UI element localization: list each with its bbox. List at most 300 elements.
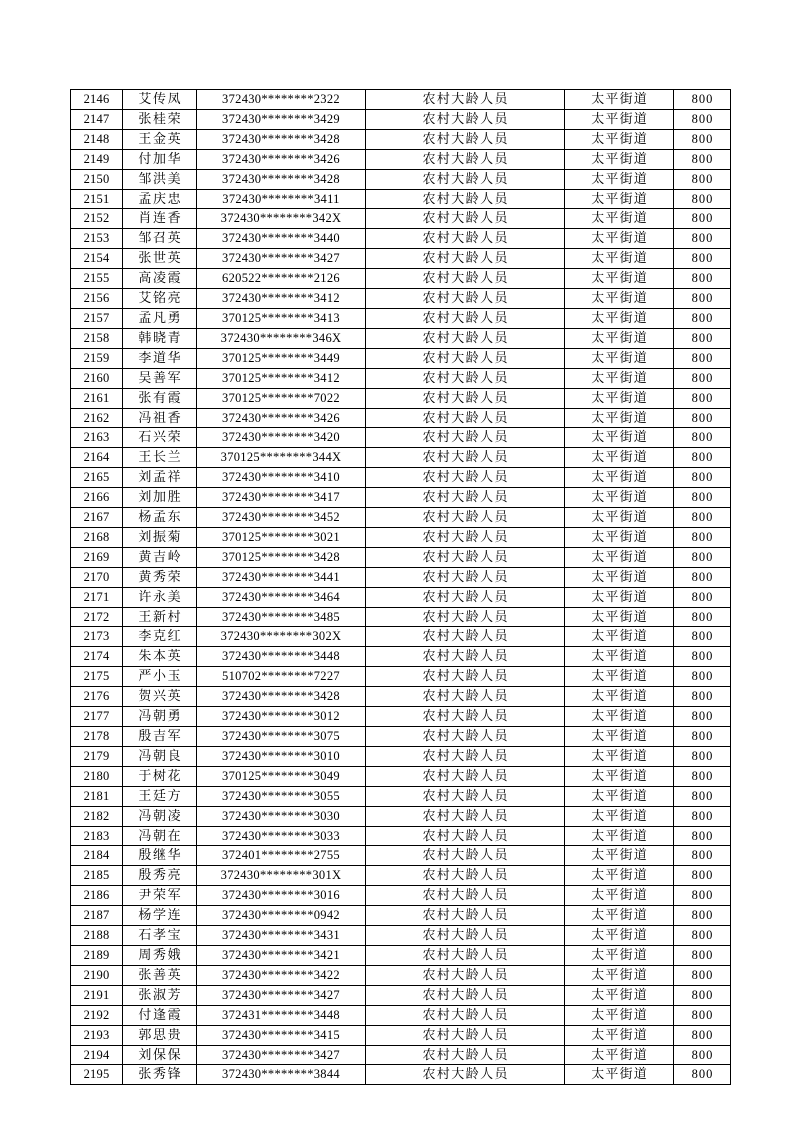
cell-id-number: 370125********3412 (197, 368, 366, 388)
cell-street: 太平街道 (565, 746, 674, 766)
cell-id-number: 372430********3016 (197, 886, 366, 906)
cell-category: 农村大龄人员 (366, 886, 565, 906)
cell-category: 农村大龄人员 (366, 846, 565, 866)
cell-category: 农村大龄人员 (366, 488, 565, 508)
cell-category: 农村大龄人员 (366, 149, 565, 169)
cell-amount: 800 (674, 269, 731, 289)
cell-id-number: 372430********3417 (197, 488, 366, 508)
cell-category: 农村大龄人员 (366, 707, 565, 727)
cell-category: 农村大龄人员 (366, 428, 565, 448)
cell-street: 太平街道 (565, 229, 674, 249)
table-row (71, 587, 731, 607)
cell-category: 农村大龄人员 (366, 806, 565, 826)
cell-name: 邹洪美 (123, 169, 197, 189)
cell-street: 太平街道 (565, 508, 674, 528)
cell-name: 黄吉岭 (123, 547, 197, 567)
cell-amount: 800 (674, 189, 731, 209)
cell-amount: 800 (674, 945, 731, 965)
cell-street: 太平街道 (565, 667, 674, 687)
cell-category: 农村大龄人员 (366, 1065, 565, 1085)
cell-id-number: 372430********3075 (197, 727, 366, 747)
cell-amount: 800 (674, 169, 731, 189)
cell-name: 冯朝凌 (123, 806, 197, 826)
cell-name: 朱本英 (123, 647, 197, 667)
cell-amount: 800 (674, 647, 731, 667)
cell-amount: 800 (674, 428, 731, 448)
cell-amount: 800 (674, 786, 731, 806)
cell-name: 付逢霞 (123, 1005, 197, 1025)
cell-category: 农村大龄人员 (366, 189, 565, 209)
cell-amount: 800 (674, 866, 731, 886)
table-row (71, 269, 731, 289)
cell-sequence: 2187 (71, 906, 123, 926)
table-row (71, 687, 731, 707)
cell-sequence: 2155 (71, 269, 123, 289)
table-row (71, 249, 731, 269)
cell-street: 太平街道 (565, 488, 674, 508)
cell-amount: 800 (674, 388, 731, 408)
cell-sequence: 2184 (71, 846, 123, 866)
cell-street: 太平街道 (565, 328, 674, 348)
cell-sequence: 2170 (71, 567, 123, 587)
cell-amount: 800 (674, 846, 731, 866)
cell-category: 农村大龄人员 (366, 926, 565, 946)
cell-category: 农村大龄人员 (366, 527, 565, 547)
cell-id-number: 370125********3049 (197, 766, 366, 786)
table-row (71, 328, 731, 348)
cell-category: 农村大龄人员 (366, 985, 565, 1005)
cell-name: 黄秀荣 (123, 567, 197, 587)
cell-sequence: 2162 (71, 408, 123, 428)
cell-street: 太平街道 (565, 408, 674, 428)
cell-amount: 800 (674, 1065, 731, 1085)
cell-category: 农村大龄人员 (366, 687, 565, 707)
cell-amount: 800 (674, 468, 731, 488)
cell-id-number: 372430********3452 (197, 508, 366, 528)
cell-name: 郭思贵 (123, 1025, 197, 1045)
cell-street: 太平街道 (565, 647, 674, 667)
cell-category: 农村大龄人员 (366, 289, 565, 309)
cell-amount: 800 (674, 149, 731, 169)
cell-sequence: 2149 (71, 149, 123, 169)
table-row (71, 707, 731, 727)
cell-amount: 800 (674, 886, 731, 906)
table-row (71, 468, 731, 488)
cell-street: 太平街道 (565, 727, 674, 747)
cell-street: 太平街道 (565, 687, 674, 707)
table-row (71, 169, 731, 189)
cell-sequence: 2192 (71, 1005, 123, 1025)
cell-sequence: 2167 (71, 508, 123, 528)
table-row (71, 1065, 731, 1085)
cell-street: 太平街道 (565, 926, 674, 946)
cell-name: 周秀娥 (123, 945, 197, 965)
table-row (71, 289, 731, 309)
cell-category: 农村大龄人员 (366, 328, 565, 348)
cell-category: 农村大龄人员 (366, 109, 565, 129)
cell-id-number: 372430********3033 (197, 826, 366, 846)
cell-amount: 800 (674, 209, 731, 229)
cell-sequence: 2169 (71, 547, 123, 567)
cell-name: 韩晓青 (123, 328, 197, 348)
cell-street: 太平街道 (565, 249, 674, 269)
cell-amount: 800 (674, 368, 731, 388)
cell-amount: 800 (674, 965, 731, 985)
cell-street: 太平街道 (565, 269, 674, 289)
cell-sequence: 2178 (71, 727, 123, 747)
cell-category: 农村大龄人员 (366, 587, 565, 607)
cell-amount: 800 (674, 527, 731, 547)
cell-sequence: 2173 (71, 627, 123, 647)
cell-name: 张世英 (123, 249, 197, 269)
cell-name: 张有霞 (123, 388, 197, 408)
cell-sequence: 2181 (71, 786, 123, 806)
table-row (71, 90, 731, 110)
cell-category: 农村大龄人员 (366, 408, 565, 428)
cell-id-number: 372430********3422 (197, 965, 366, 985)
cell-id-number: 372430********3429 (197, 109, 366, 129)
table-row (71, 906, 731, 926)
cell-category: 农村大龄人员 (366, 627, 565, 647)
cell-sequence: 2189 (71, 945, 123, 965)
cell-id-number: 370125********3413 (197, 308, 366, 328)
cell-street: 太平街道 (565, 786, 674, 806)
cell-name: 于树花 (123, 766, 197, 786)
cell-id-number: 372430********3427 (197, 249, 366, 269)
cell-category: 农村大龄人员 (366, 468, 565, 488)
cell-street: 太平街道 (565, 826, 674, 846)
cell-name: 刘加胜 (123, 488, 197, 508)
cell-sequence: 2160 (71, 368, 123, 388)
cell-sequence: 2150 (71, 169, 123, 189)
cell-id-number: 372430********3441 (197, 567, 366, 587)
cell-category: 农村大龄人员 (366, 647, 565, 667)
cell-name: 尹荣军 (123, 886, 197, 906)
cell-id-number: 372430********346X (197, 328, 366, 348)
table-row (71, 129, 731, 149)
cell-sequence: 2177 (71, 707, 123, 727)
cell-id-number: 372430********3411 (197, 189, 366, 209)
cell-name: 李克红 (123, 627, 197, 647)
cell-street: 太平街道 (565, 707, 674, 727)
cell-street: 太平街道 (565, 448, 674, 468)
cell-category: 农村大龄人员 (366, 209, 565, 229)
cell-name: 艾铭亮 (123, 289, 197, 309)
cell-street: 太平街道 (565, 149, 674, 169)
table-row (71, 189, 731, 209)
cell-sequence: 2158 (71, 328, 123, 348)
cell-name: 孟凡勇 (123, 308, 197, 328)
cell-category: 农村大龄人员 (366, 448, 565, 468)
cell-sequence: 2190 (71, 965, 123, 985)
cell-name: 刘孟祥 (123, 468, 197, 488)
cell-id-number: 372430********3844 (197, 1065, 366, 1085)
cell-sequence: 2193 (71, 1025, 123, 1045)
cell-sequence: 2168 (71, 527, 123, 547)
cell-id-number: 370125********3428 (197, 547, 366, 567)
cell-sequence: 2146 (71, 90, 123, 110)
cell-category: 农村大龄人员 (366, 866, 565, 886)
cell-id-number: 372430********3426 (197, 149, 366, 169)
cell-street: 太平街道 (565, 308, 674, 328)
cell-amount: 800 (674, 328, 731, 348)
table-row (71, 806, 731, 826)
table-row (71, 667, 731, 687)
cell-id-number: 372430********3420 (197, 428, 366, 448)
cell-id-number: 510702********7227 (197, 667, 366, 687)
cell-amount: 800 (674, 1045, 731, 1065)
cell-amount: 800 (674, 806, 731, 826)
cell-street: 太平街道 (565, 906, 674, 926)
table-row (71, 149, 731, 169)
cell-id-number: 372430********3431 (197, 926, 366, 946)
cell-street: 太平街道 (565, 846, 674, 866)
cell-sequence: 2195 (71, 1065, 123, 1085)
cell-street: 太平街道 (565, 1025, 674, 1045)
cell-id-number: 372431********3448 (197, 1005, 366, 1025)
cell-street: 太平街道 (565, 886, 674, 906)
table-row (71, 607, 731, 627)
table-row (71, 647, 731, 667)
cell-street: 太平街道 (565, 348, 674, 368)
cell-name: 许永美 (123, 587, 197, 607)
cell-sequence: 2161 (71, 388, 123, 408)
cell-category: 农村大龄人员 (366, 727, 565, 747)
cell-sequence: 2154 (71, 249, 123, 269)
cell-amount: 800 (674, 408, 731, 428)
cell-amount: 800 (674, 229, 731, 249)
cell-sequence: 2153 (71, 229, 123, 249)
cell-amount: 800 (674, 547, 731, 567)
cell-category: 农村大龄人员 (366, 906, 565, 926)
table-row (71, 945, 731, 965)
cell-id-number: 372430********3427 (197, 985, 366, 1005)
cell-street: 太平街道 (565, 468, 674, 488)
cell-category: 农村大龄人员 (366, 766, 565, 786)
cell-sequence: 2165 (71, 468, 123, 488)
cell-id-number: 372430********3428 (197, 129, 366, 149)
cell-category: 农村大龄人员 (366, 229, 565, 249)
cell-name: 严小玉 (123, 667, 197, 687)
cell-amount: 800 (674, 587, 731, 607)
cell-amount: 800 (674, 508, 731, 528)
cell-category: 农村大龄人员 (366, 129, 565, 149)
cell-street: 太平街道 (565, 189, 674, 209)
cell-amount: 800 (674, 985, 731, 1005)
cell-name: 刘振菊 (123, 527, 197, 547)
cell-name: 张秀锋 (123, 1065, 197, 1085)
cell-name: 殷秀亮 (123, 866, 197, 886)
cell-category: 农村大龄人员 (366, 547, 565, 567)
cell-id-number: 372430********342X (197, 209, 366, 229)
cell-id-number: 372401********2755 (197, 846, 366, 866)
cell-id-number: 372430********3415 (197, 1025, 366, 1045)
cell-category: 农村大龄人员 (366, 169, 565, 189)
table-row (71, 866, 731, 886)
cell-name: 石孝宝 (123, 926, 197, 946)
cell-id-number: 620522********2126 (197, 269, 366, 289)
roster-table-body (71, 90, 731, 1085)
cell-category: 农村大龄人员 (366, 1005, 565, 1025)
cell-category: 农村大龄人员 (366, 607, 565, 627)
table-row (71, 1025, 731, 1045)
cell-sequence: 2157 (71, 308, 123, 328)
cell-street: 太平街道 (565, 388, 674, 408)
cell-name: 王金英 (123, 129, 197, 149)
cell-sequence: 2166 (71, 488, 123, 508)
cell-street: 太平街道 (565, 567, 674, 587)
cell-sequence: 2163 (71, 428, 123, 448)
cell-id-number: 372430********3485 (197, 607, 366, 627)
cell-id-number: 372430********0942 (197, 906, 366, 926)
cell-name: 李道华 (123, 348, 197, 368)
cell-category: 农村大龄人员 (366, 1025, 565, 1045)
cell-sequence: 2152 (71, 209, 123, 229)
cell-street: 太平街道 (565, 1005, 674, 1025)
cell-sequence: 2194 (71, 1045, 123, 1065)
cell-category: 农村大龄人员 (366, 786, 565, 806)
cell-name: 殷继华 (123, 846, 197, 866)
cell-amount: 800 (674, 1025, 731, 1045)
cell-name: 冯朝良 (123, 746, 197, 766)
cell-category: 农村大龄人员 (366, 368, 565, 388)
table-row (71, 308, 731, 328)
table-row (71, 408, 731, 428)
cell-sequence: 2171 (71, 587, 123, 607)
cell-amount: 800 (674, 667, 731, 687)
cell-street: 太平街道 (565, 1045, 674, 1065)
cell-sequence: 2175 (71, 667, 123, 687)
table-row (71, 786, 731, 806)
cell-street: 太平街道 (565, 806, 674, 826)
cell-sequence: 2156 (71, 289, 123, 309)
cell-amount: 800 (674, 727, 731, 747)
cell-street: 太平街道 (565, 627, 674, 647)
cell-sequence: 2183 (71, 826, 123, 846)
cell-name: 艾传凤 (123, 90, 197, 110)
table-row (71, 985, 731, 1005)
cell-sequence: 2148 (71, 129, 123, 149)
cell-name: 吴善军 (123, 368, 197, 388)
cell-street: 太平街道 (565, 965, 674, 985)
cell-name: 王新村 (123, 607, 197, 627)
cell-street: 太平街道 (565, 1065, 674, 1085)
table-row (71, 527, 731, 547)
cell-id-number: 372430********3464 (197, 587, 366, 607)
cell-amount: 800 (674, 348, 731, 368)
cell-name: 张淑芳 (123, 985, 197, 1005)
cell-street: 太平街道 (565, 587, 674, 607)
table-row (71, 508, 731, 528)
cell-id-number: 370125********3449 (197, 348, 366, 368)
cell-sequence: 2151 (71, 189, 123, 209)
cell-id-number: 372430********3010 (197, 746, 366, 766)
cell-sequence: 2172 (71, 607, 123, 627)
cell-id-number: 372430********3428 (197, 169, 366, 189)
cell-sequence: 2174 (71, 647, 123, 667)
cell-name: 杨孟东 (123, 508, 197, 528)
cell-sequence: 2185 (71, 866, 123, 886)
cell-name: 杨学连 (123, 906, 197, 926)
cell-amount: 800 (674, 109, 731, 129)
cell-sequence: 2179 (71, 746, 123, 766)
cell-street: 太平街道 (565, 766, 674, 786)
cell-amount: 800 (674, 289, 731, 309)
cell-sequence: 2180 (71, 766, 123, 786)
cell-sequence: 2191 (71, 985, 123, 1005)
cell-name: 张善英 (123, 965, 197, 985)
cell-amount: 800 (674, 567, 731, 587)
cell-sequence: 2176 (71, 687, 123, 707)
cell-amount: 800 (674, 308, 731, 328)
table-row (71, 1005, 731, 1025)
cell-amount: 800 (674, 906, 731, 926)
cell-id-number: 372430********3421 (197, 945, 366, 965)
cell-id-number: 372430********3030 (197, 806, 366, 826)
table-row (71, 965, 731, 985)
cell-sequence: 2164 (71, 448, 123, 468)
table-row (71, 627, 731, 647)
cell-category: 农村大龄人员 (366, 249, 565, 269)
cell-name: 石兴荣 (123, 428, 197, 448)
table-row (71, 488, 731, 508)
cell-id-number: 372430********3426 (197, 408, 366, 428)
cell-amount: 800 (674, 746, 731, 766)
table-row (71, 746, 731, 766)
cell-name: 冯朝勇 (123, 707, 197, 727)
table-row (71, 209, 731, 229)
cell-id-number: 372430********3428 (197, 687, 366, 707)
cell-name: 孟庆忠 (123, 189, 197, 209)
cell-category: 农村大龄人员 (366, 388, 565, 408)
table-row (71, 766, 731, 786)
cell-amount: 800 (674, 707, 731, 727)
cell-sequence: 2182 (71, 806, 123, 826)
cell-amount: 800 (674, 129, 731, 149)
cell-street: 太平街道 (565, 90, 674, 110)
cell-sequence: 2186 (71, 886, 123, 906)
cell-street: 太平街道 (565, 866, 674, 886)
cell-amount: 800 (674, 1005, 731, 1025)
cell-street: 太平街道 (565, 368, 674, 388)
cell-id-number: 370125********3021 (197, 527, 366, 547)
cell-category: 农村大龄人员 (366, 1045, 565, 1065)
table-row (71, 826, 731, 846)
cell-category: 农村大龄人员 (366, 348, 565, 368)
cell-street: 太平街道 (565, 289, 674, 309)
cell-amount: 800 (674, 448, 731, 468)
cell-street: 太平街道 (565, 209, 674, 229)
cell-name: 张桂荣 (123, 109, 197, 129)
cell-id-number: 370125********344X (197, 448, 366, 468)
cell-amount: 800 (674, 488, 731, 508)
cell-id-number: 370125********7022 (197, 388, 366, 408)
table-row (71, 348, 731, 368)
cell-name: 肖连香 (123, 209, 197, 229)
cell-id-number: 372430********301X (197, 866, 366, 886)
cell-id-number: 372430********3410 (197, 468, 366, 488)
roster-table (70, 89, 731, 1085)
table-row (71, 388, 731, 408)
cell-name: 高凌霞 (123, 269, 197, 289)
cell-name: 贺兴英 (123, 687, 197, 707)
cell-street: 太平街道 (565, 607, 674, 627)
cell-id-number: 372430********3448 (197, 647, 366, 667)
table-row (71, 926, 731, 946)
cell-id-number: 372430********302X (197, 627, 366, 647)
table-row (71, 846, 731, 866)
cell-name: 邹召英 (123, 229, 197, 249)
